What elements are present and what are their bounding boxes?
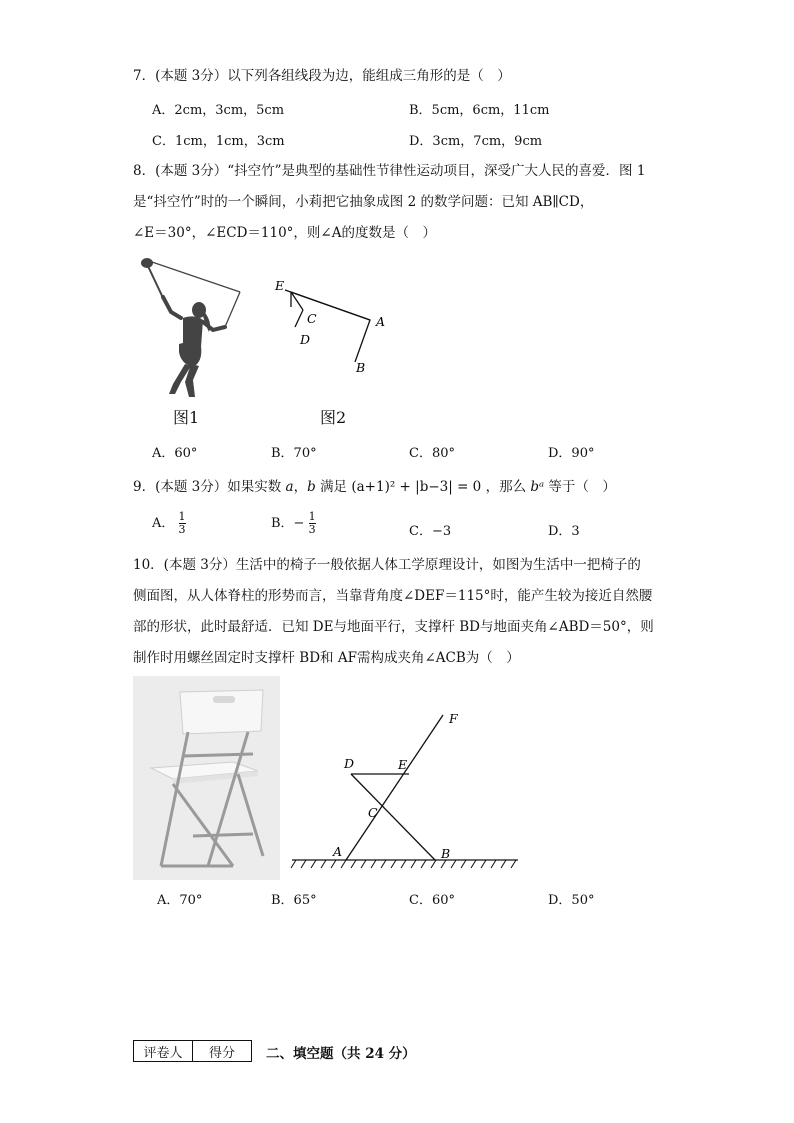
q10-option-b: B．65° <box>271 893 317 908</box>
q9-stem-c: ，那么 <box>485 479 527 495</box>
q9-option-b-numerator: 1 <box>308 510 316 523</box>
fig2-label-d: D <box>300 332 311 347</box>
q10-option-c: C．60° <box>409 893 455 908</box>
q10-option-d: D．50° <box>548 893 595 908</box>
q9-option-c: C．−3 <box>409 524 452 539</box>
fig2-label-c: C <box>307 311 317 326</box>
diabolo-figure-illustration <box>133 252 253 402</box>
q10-option-a: A．70° <box>157 893 203 908</box>
q9-var-b: b <box>307 479 316 495</box>
q8-stem-line3: ∠E＝30°，∠ECD＝110°，则∠A的度数是（ ） <box>133 225 436 241</box>
q8-option-d: D．90° <box>548 446 595 461</box>
fig2-label-e: E <box>275 278 285 293</box>
q10-label-a: A <box>333 844 343 859</box>
q8-option-c: C．80° <box>409 446 455 461</box>
q9-var-a: a <box>285 479 294 495</box>
q9-equation: (a+1)² + |b−3| = 0 <box>351 479 482 495</box>
grading-box <box>133 1040 252 1062</box>
q10-label-f: F <box>449 711 458 726</box>
q9-option-b-denominator: 3 <box>308 523 316 536</box>
q8-option-b: B．70° <box>271 446 317 461</box>
q9-stem <box>133 477 616 497</box>
q10-label-c: C <box>368 805 378 820</box>
q10-label-b: B <box>441 846 451 861</box>
q9-stem-b: 满足 <box>320 479 348 495</box>
q9-option-b-prefix: B．− <box>271 516 305 531</box>
fig2-caption: 图2 <box>320 408 347 427</box>
q9-option-a-denominator: 3 <box>178 523 186 536</box>
q10-label-d: D <box>344 756 355 771</box>
q7-option-d: D．3cm，7cm，9cm <box>409 134 543 149</box>
q9-sep: ， <box>293 479 308 495</box>
q7-option-b: B．5cm，6cm，11cm <box>409 103 550 118</box>
q10-diagram <box>288 708 520 878</box>
q9-option-a-fraction <box>179 511 186 536</box>
fig2-label-b: B <box>356 360 366 375</box>
q9-stem-d: 等于（ ） <box>548 479 616 495</box>
q7-option-c: C．1cm，1cm，3cm <box>152 134 285 149</box>
fig2-diagram <box>265 272 395 382</box>
q8-stem-line1: 8．(本题 3分）“抖空竹”是典型的基础性节律性运动项目，深受广大人民的喜爱．图 1 <box>133 163 646 179</box>
q8-option-a: A．60° <box>152 446 198 461</box>
q10-stem-line1: 10．(本题 3分）生活中的椅子一般依据人体工学原理设计，如图为生活中一把椅子的 <box>133 557 641 573</box>
q10-stem-line4: 制作时用螺丝固定时支撑杆 BD和 AF需构成夹角∠ACB为（ ） <box>133 650 520 666</box>
q10-stem-line3: 部的形状，此时最舒适．已知 DE与地面平行，支撑杆 BD与地面夹角∠ABD＝50°，则 <box>133 619 654 635</box>
section2-title: 二、填空题（共 24 分） <box>266 1046 416 1062</box>
q9-option-a-prefix: A． <box>152 516 175 531</box>
chair-photo <box>133 676 280 880</box>
q9-power: bᵃ <box>530 479 545 495</box>
q10-label-e: E <box>398 757 408 772</box>
q10-stem-line2: 侧面图，从人体脊柱的形势而言，当靠背角度∠DEF＝115°时，能产生较为接近自然腰 <box>133 588 653 604</box>
q9-stem-a: 9．(本题 3分）如果实数 <box>133 479 282 495</box>
q7-option-a: A．2cm，3cm，5cm <box>152 103 285 118</box>
grader-cell: 评卷人 <box>134 1041 193 1061</box>
q9-option-d: D．3 <box>548 524 580 539</box>
q9-option-b <box>271 511 316 536</box>
q9-option-b-fraction <box>309 511 316 536</box>
fig1-caption: 图1 <box>173 408 200 427</box>
q8-stem-line2: 是“抖空竹”时的一个瞬间，小莉把它抽象成图 2 的数学问题：已知 AB∥CD， <box>133 194 594 210</box>
q7-stem: 7．(本题 3分）以下列各组线段为边，能组成三角形的是（ ） <box>133 68 511 84</box>
q9-option-a-numerator: 1 <box>178 510 186 523</box>
fig2-label-a: A <box>376 314 386 329</box>
q9-option-a <box>152 511 186 536</box>
score-cell: 得分 <box>208 1045 235 1061</box>
